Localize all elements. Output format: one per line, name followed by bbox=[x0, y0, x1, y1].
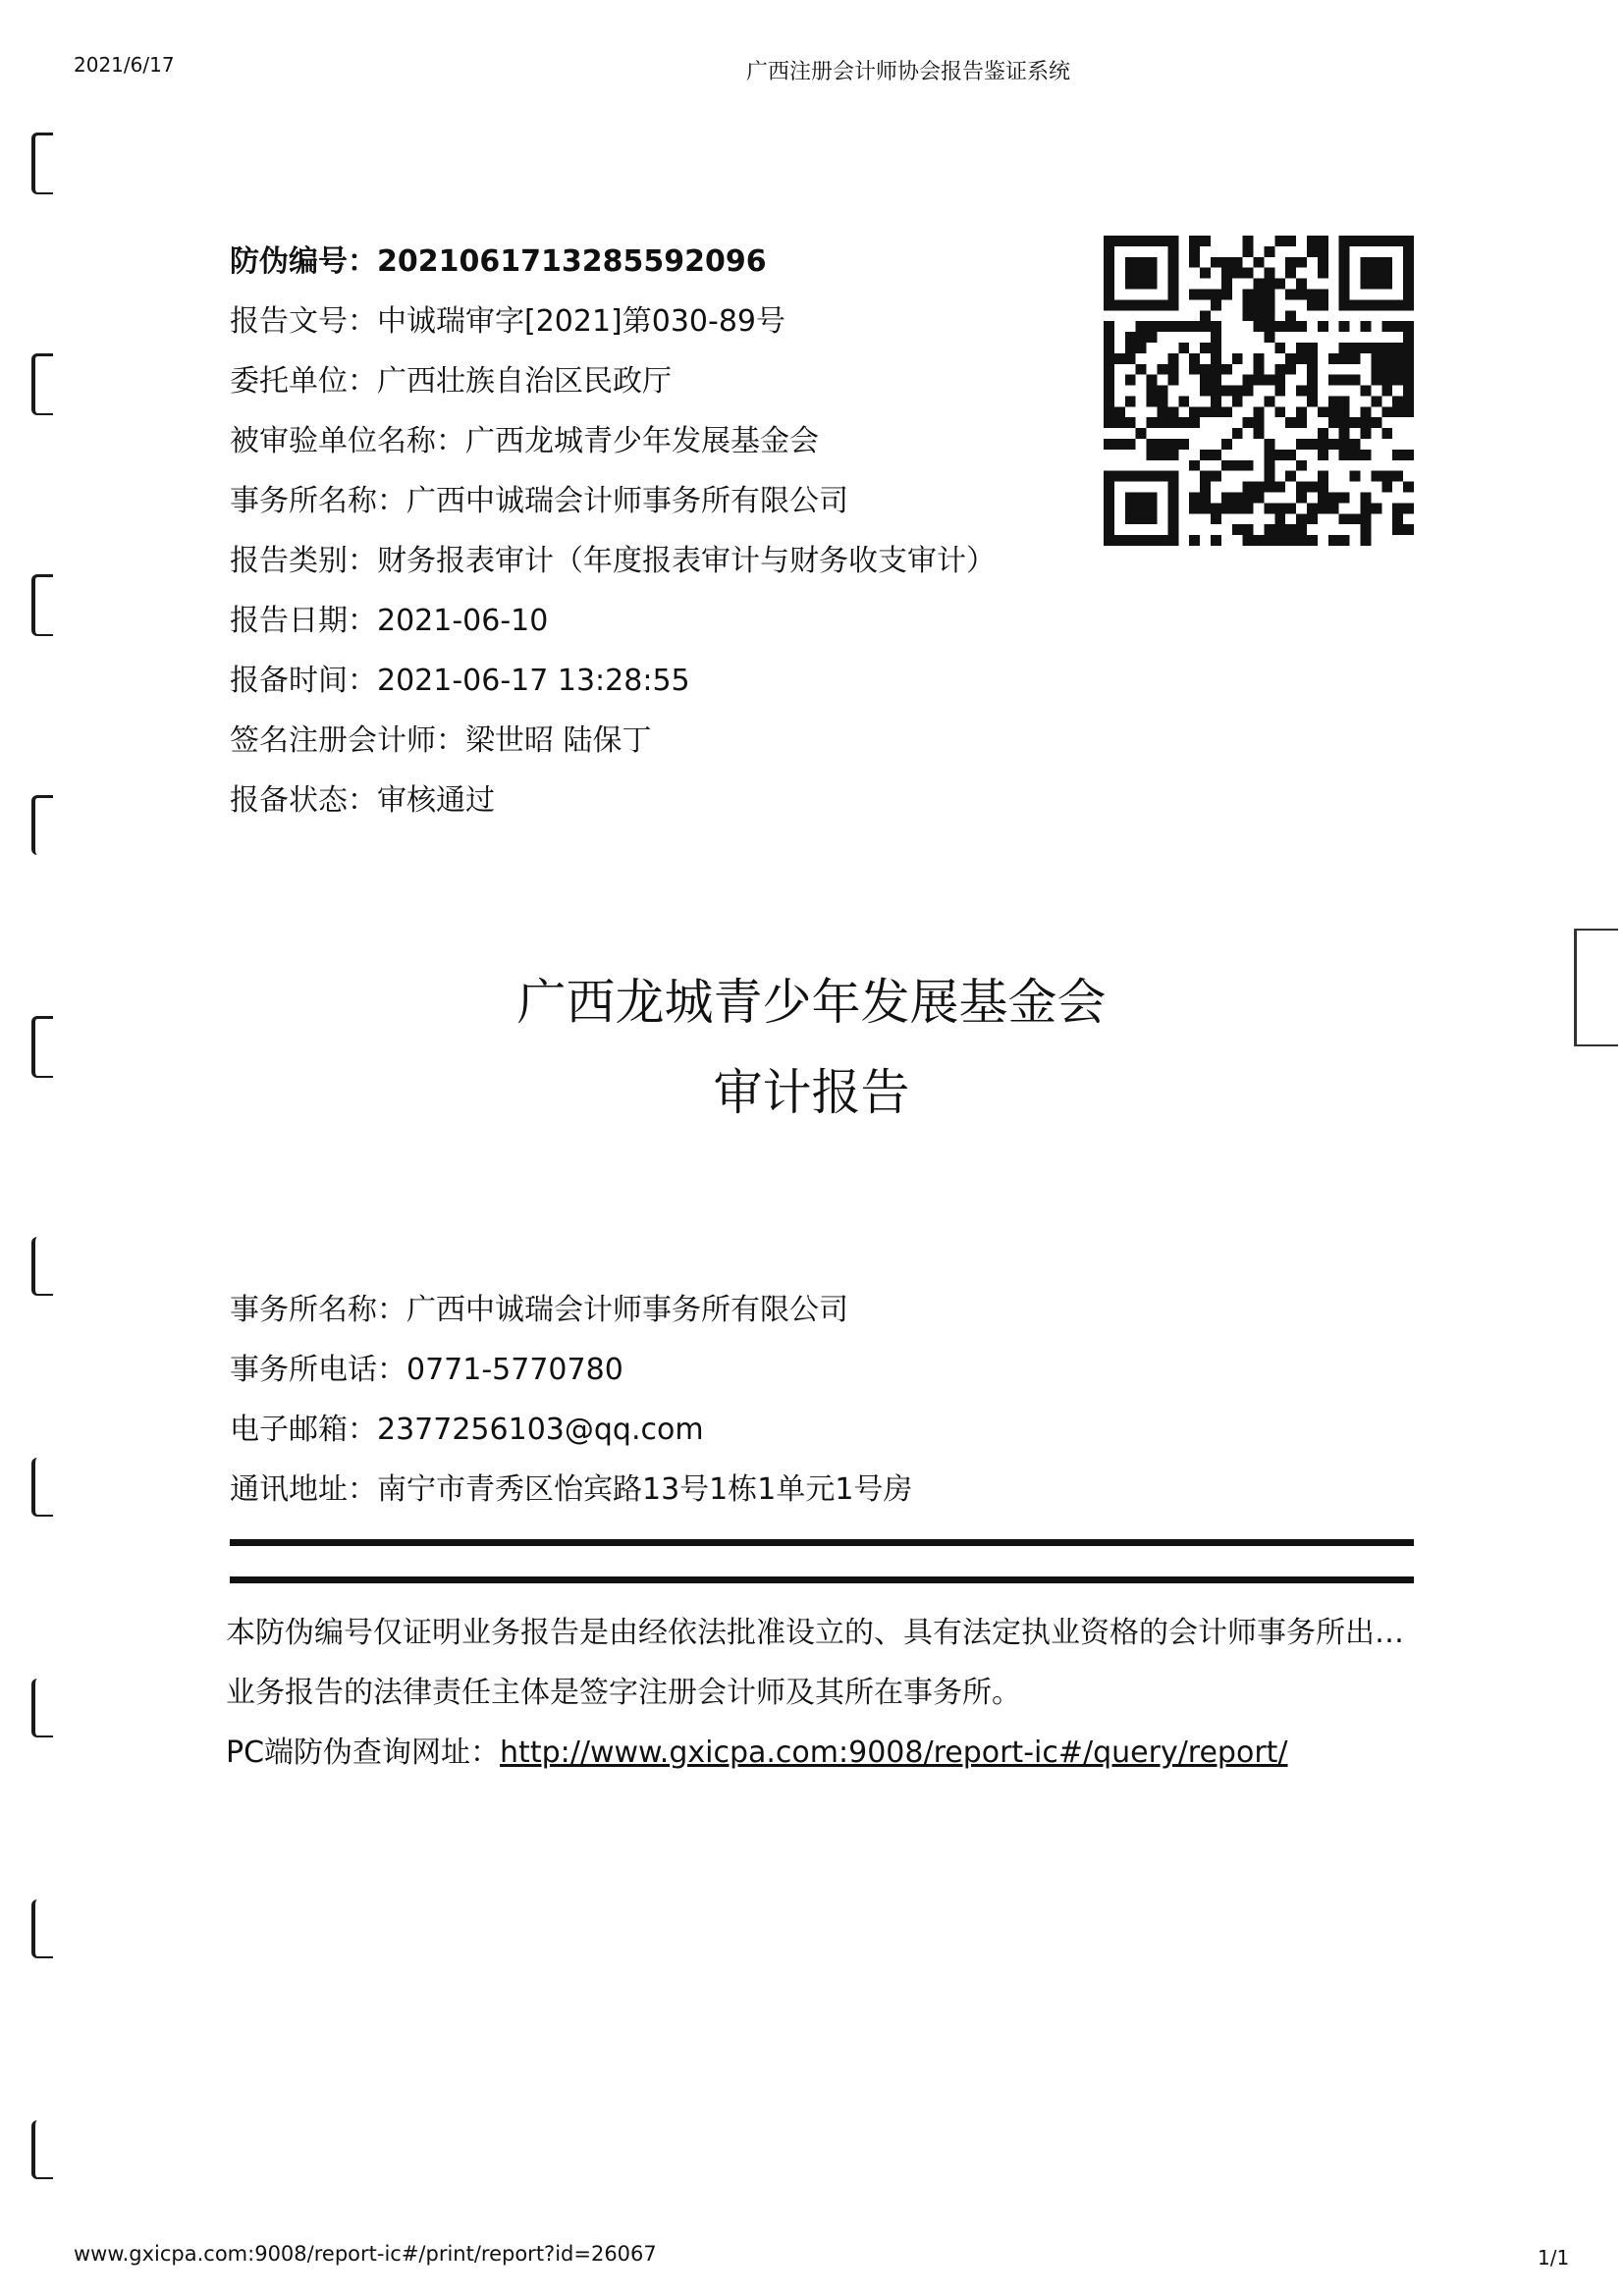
info-row bbox=[230, 543, 996, 580]
info-separator: ： bbox=[348, 783, 377, 818]
info-row bbox=[230, 663, 690, 700]
firm-label: 事务所名称 bbox=[230, 1293, 377, 1327]
print-footer-url: www.gxicpa.com:9008/report-ic#/print/report?id=26067 bbox=[74, 2242, 657, 2266]
info-separator: ： bbox=[348, 544, 377, 578]
info-row bbox=[230, 243, 767, 281]
firm-separator: ： bbox=[377, 1353, 406, 1387]
binder-mark bbox=[31, 1679, 53, 1737]
info-label: 签名注册会计师 bbox=[230, 723, 436, 758]
firm-label: 电子邮箱 bbox=[230, 1413, 348, 1447]
binder-mark bbox=[31, 1899, 53, 1958]
print-date: 2021/6/17 bbox=[74, 53, 175, 77]
qr-code-icon bbox=[1104, 236, 1414, 546]
info-label: 被审验单位名称 bbox=[230, 424, 436, 458]
info-value: 广西龙城青少年发展基金会 bbox=[465, 424, 819, 458]
info-label: 报告文号 bbox=[230, 304, 348, 339]
query-url-line bbox=[226, 1735, 1288, 1772]
info-label: 报告类别 bbox=[230, 544, 348, 578]
disclaimer-line-1: 本防伪编号仅证明业务报告是由经依法批准设立的、具有法定执业资格的会计师事务所出… bbox=[226, 1616, 1404, 1650]
firm-row bbox=[230, 1352, 623, 1389]
firm-label: 通讯地址 bbox=[230, 1472, 348, 1507]
binder-mark bbox=[31, 574, 53, 636]
firm-value: 广西中诚瑞会计师事务所有限公司 bbox=[406, 1293, 848, 1327]
firm-separator: ： bbox=[377, 1293, 406, 1327]
info-row bbox=[230, 363, 672, 400]
info-value: 财务报表审计（年度报表审计与财务收支审计） bbox=[377, 544, 996, 578]
info-row bbox=[230, 722, 652, 760]
info-value: 2021-06-17 13:28:55 bbox=[377, 664, 690, 698]
info-value: 2021-06-10 bbox=[377, 604, 549, 638]
info-separator: ： bbox=[348, 304, 377, 339]
divider-rule-top bbox=[230, 1539, 1414, 1546]
firm-value: 南宁市青秀区怡宾路13号1栋1单元1号房 bbox=[377, 1472, 913, 1507]
firm-value: 2377256103@qq.com bbox=[377, 1413, 704, 1447]
info-separator: ： bbox=[436, 723, 465, 758]
info-row bbox=[230, 603, 548, 640]
firm-row bbox=[230, 1471, 912, 1509]
info-row bbox=[230, 483, 848, 520]
query-url-label: PC端防伪查询网址： bbox=[226, 1735, 501, 1770]
info-separator: ： bbox=[348, 664, 377, 698]
info-value: 梁世昭 陆保丁 bbox=[465, 723, 652, 758]
binder-mark bbox=[31, 1237, 53, 1296]
disclaimer-line-2: 业务报告的法律责任主体是签字注册会计师及其所在事务所。 bbox=[226, 1676, 1021, 1710]
info-separator: ： bbox=[348, 364, 377, 399]
info-label: 报备状态 bbox=[230, 783, 348, 818]
firm-label: 事务所电话 bbox=[230, 1353, 377, 1387]
firm-separator: ： bbox=[348, 1472, 377, 1507]
info-value: 广西中诚瑞会计师事务所有限公司 bbox=[406, 484, 848, 518]
binder-mark bbox=[31, 1458, 53, 1517]
info-value: 审核通过 bbox=[377, 783, 495, 818]
document-title-report: 审计报告 bbox=[713, 1064, 910, 1121]
document-title-org: 广西龙城青少年发展基金会 bbox=[516, 974, 1107, 1031]
info-separator: ： bbox=[436, 424, 465, 458]
info-label: 委托单位 bbox=[230, 364, 348, 399]
binder-mark bbox=[31, 795, 53, 855]
info-label: 事务所名称 bbox=[230, 484, 377, 518]
divider-rule-bottom bbox=[230, 1576, 1414, 1583]
info-row bbox=[230, 423, 819, 460]
info-row bbox=[230, 782, 495, 820]
info-value: 中诚瑞审字[2021]第030-89号 bbox=[377, 304, 786, 339]
query-url-link[interactable]: http://www.gxicpa.com:9008/report-ic#/query/report/ bbox=[500, 1735, 1288, 1770]
info-row bbox=[230, 303, 785, 341]
binder-mark bbox=[31, 2120, 53, 2179]
info-label: 防伪编号 bbox=[230, 244, 348, 279]
firm-row bbox=[230, 1412, 704, 1449]
info-separator: ： bbox=[348, 244, 377, 279]
print-page-number: 1/1 bbox=[1538, 2246, 1570, 2269]
firm-separator: ： bbox=[348, 1413, 377, 1447]
info-label: 报告日期 bbox=[230, 604, 348, 638]
firm-value: 0771-5770780 bbox=[406, 1353, 623, 1387]
print-header-title: 广西注册会计师协会报告鉴证系统 bbox=[746, 60, 1071, 84]
info-value: 广西壮族自治区民政厅 bbox=[377, 364, 672, 399]
info-separator: ： bbox=[348, 604, 377, 638]
info-separator: ： bbox=[377, 484, 406, 518]
info-value: 2021061713285592096 bbox=[377, 244, 767, 279]
info-label: 报备时间 bbox=[230, 664, 348, 698]
binder-mark bbox=[31, 353, 53, 415]
firm-row bbox=[230, 1292, 848, 1329]
binder-mark bbox=[31, 133, 53, 194]
